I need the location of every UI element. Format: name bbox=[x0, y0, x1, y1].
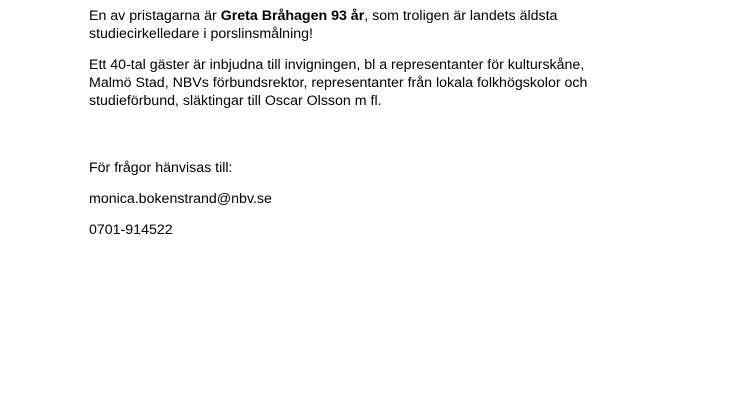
award-text-line2: studiecirkelledare i porslinsmålning! bbox=[89, 26, 313, 42]
document-body bbox=[89, 7, 719, 239]
guests-line3: studieförbund, släktingar till Oscar Olsson m fl. bbox=[89, 93, 382, 109]
guests-paragraph bbox=[89, 56, 719, 110]
guests-line1: Ett 40-tal gäster är inbjudna till invigningen, bl a representanter för kulturskåne, bbox=[89, 57, 585, 73]
contact-phone: 0701-914522 bbox=[89, 222, 173, 238]
award-text-continued: , som troligen är landets äldsta bbox=[364, 8, 558, 24]
contact-heading: För frågor hänvisas till: bbox=[89, 160, 233, 176]
award-winner-name: Greta Bråhagen 93 år bbox=[220, 8, 365, 24]
award-text-intro: En av pristagarna är bbox=[89, 8, 221, 24]
contact-email: monica.bokenstrand@nbv.se bbox=[89, 191, 272, 207]
guests-line2: Malmö Stad, NBVs förbundsrektor, representanter från lokala folkhögskolor och bbox=[89, 75, 588, 91]
award-paragraph bbox=[89, 7, 719, 43]
